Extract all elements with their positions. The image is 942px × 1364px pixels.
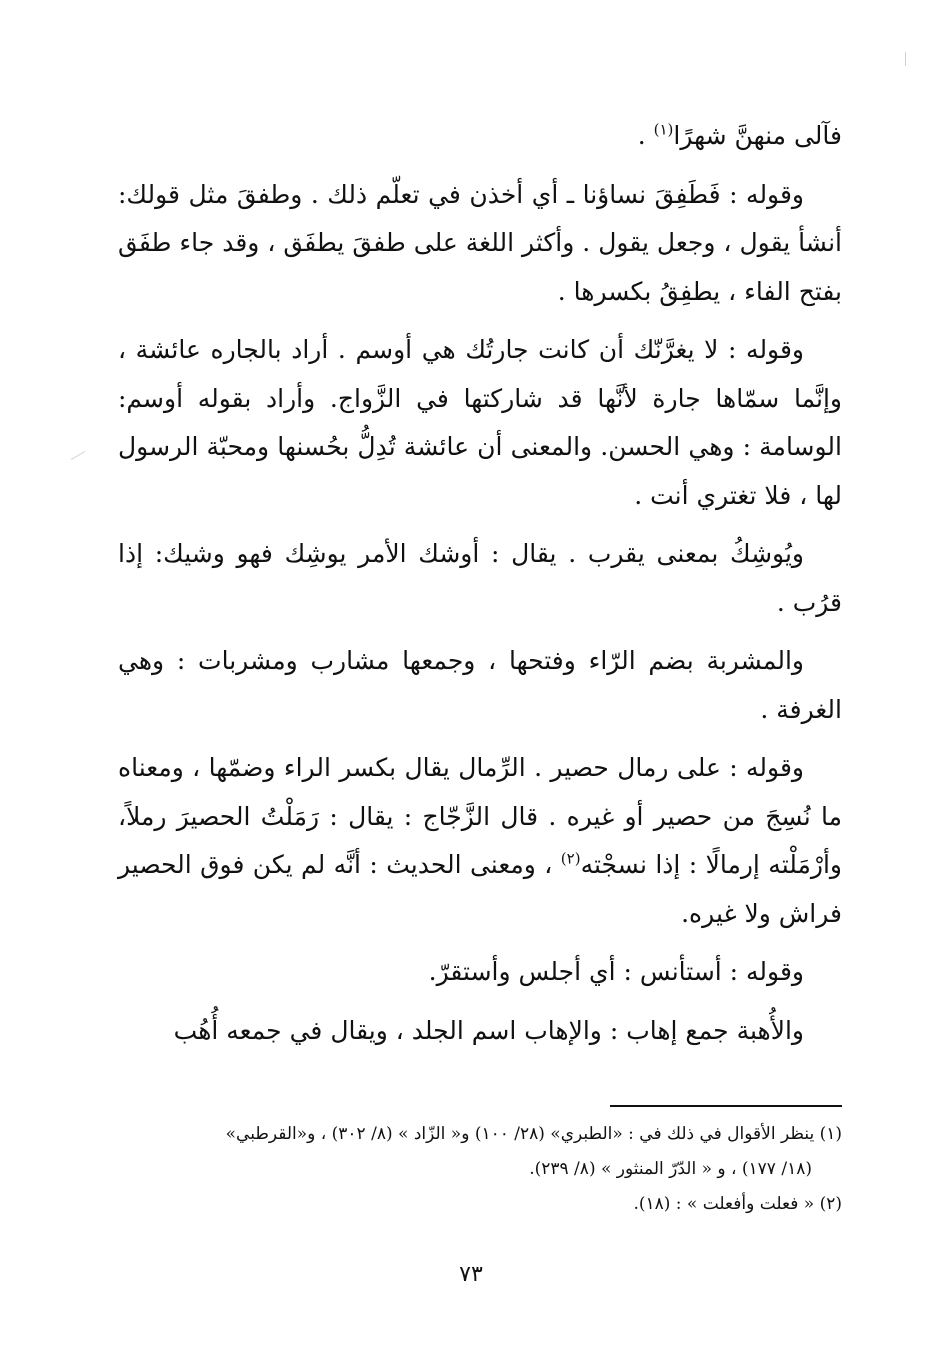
footnote-ref-2: (٢) [560, 849, 581, 868]
page-number: ٧٣ [459, 1262, 483, 1287]
scan-speck [71, 451, 85, 460]
paragraph-1 [118, 112, 842, 161]
footnote-separator [610, 1105, 842, 1107]
footnote-1-line-2: (١٨/ ١٧٧) ، و « الدّرّ المنثور » (٨/ ٢٣٩). [529, 1159, 812, 1179]
paragraph-1-text: فآلى منهنَّ شهرًا [673, 121, 842, 150]
paragraph-6-text: وقوله : على رمال حصير . الرِّمال يقال بكسر الراء وضمّها ، ومعناه ما نُسِجَ من حصير أو غيره . قال الزَّجّاج : يقال : رَمَلْتُ الحصيرَ رملاً، وأرْمَلْته إرمالًا : إذا نسجْته [118, 753, 842, 879]
main-text [118, 112, 842, 1065]
footnote-2: (٢) « فعلت وأفعلت » : (١٨). [633, 1194, 842, 1214]
paragraph-3: وقوله : لا يغرَّنّك أن كانت جارتُك هي أوسم . أراد بالجاره عائشة ، وإنَّما سمّاها جارة لأنَّها قد شاركتها في الزَّواج. وأراد بقوله أوسم: الوسامة : وهي الحسن. والمعنى أن عائشة تُدِلُّ بحُسنها ومحبّة الرسول لها ، فلا تغتري أنت . [118, 335, 842, 510]
paragraph-4: ويُوشِكُ بمعنى يقرب . يقال : أوشك الأمر يوشِك فهو وشيك: إذا قرُب . [118, 539, 842, 617]
paragraph-8: والأُهبة جمع إهاب : والإهاب اسم الجلد ، ويقال في جمعه أُهُب [173, 1015, 804, 1045]
scan-speck [905, 52, 906, 66]
paragraph-5: والمشربة بضم الرّاء وفتحها ، وجمعها مشارب ومشربات : وهي الغرفة . [118, 646, 842, 724]
paragraph-7: وقوله : أستأنس : أي أجلس وأستقرّ. [428, 957, 804, 986]
footnote-1-line-1: (١) ينظر الأقوال في ذلك في : «الطبري» (٢٨/ ١٠٠) و« الزّاد » (٨/ ٣٠٢) ، و«القرطبي» [225, 1124, 842, 1144]
footnote-ref-1: (١) [653, 120, 674, 139]
footnotes [110, 1117, 842, 1222]
paragraph-6-end: ، ومعنى الحديث : أنَّه لم يكن فوق الحصير فراش ولا غيره. [118, 850, 842, 928]
paragraph-1-end: . [637, 121, 654, 150]
paragraph-6 [118, 744, 842, 938]
paragraph-2: وقوله : فَطَفِقَ نساؤنا ـ أي أخذن في تعلّم ذلك . وطفقَ مثل قولك: أنشأ يقول ، وجعل يقول . وأكثر اللغة على طفقَ يطفَق ، وقد جاء طفَق بفتح الفاء ، يطفِقُ بكسرها . [118, 179, 842, 306]
